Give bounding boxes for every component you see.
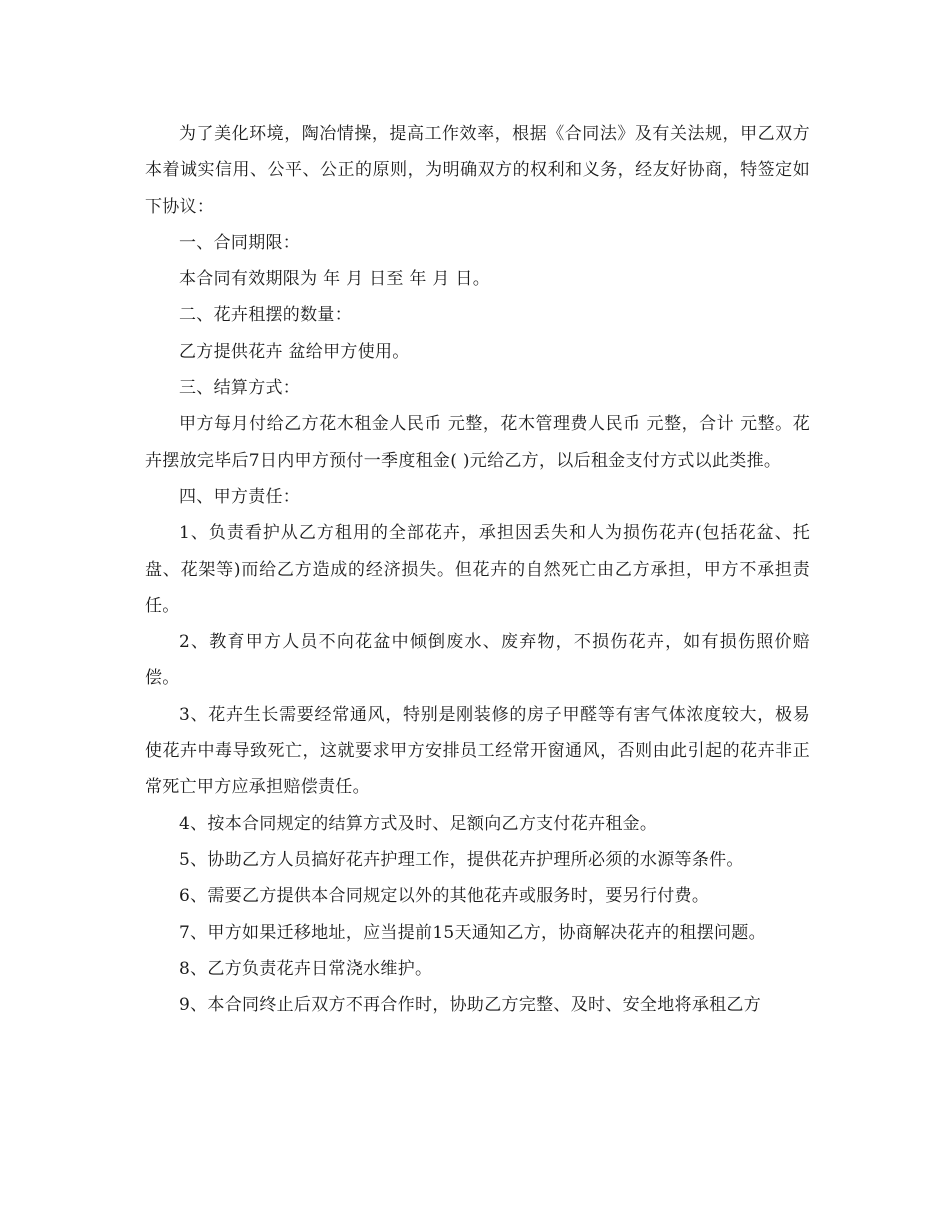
list-item-duty-3: 3、花卉生长需要经常通风，特别是刚装修的房子甲醛等有害气体浓度较大，极易使花卉中毒导致死亡，这就要求甲方安排员工经常开窗通风，否则由此引起的花卉非正常死亡甲方应承担赔偿责任。 [145, 704, 810, 798]
paragraph-settlement: 甲方每月付给乙方花木租金人民币 元整，花木管理费人民币 元整，合计 元整。花卉摆放完毕后7日内甲方预付一季度租金( )元给乙方，以后租金支付方式以此类推。 [145, 414, 810, 471]
paragraph-flower-quantity: 乙方提供花卉 盆给甲方使用。 [179, 341, 410, 362]
section-heading-contract-term: 一、合同期限： [179, 232, 301, 253]
list-item-duty-6: 6、需要乙方提供本合同规定以外的其他花卉或服务时，要另行付费。 [179, 886, 710, 907]
paragraph-intro: 为了美化环境，陶冶情操，提高工作效率，根据《合同法》及有关法规，甲乙双方本着诚实信用、公平、公正的原则，为明确双方的权利和义务，经友好协商，特签定如下协议： [145, 124, 810, 217]
document-body [145, 116, 810, 1023]
list-item-duty-8: 8、乙方负责花卉日常浇水维护。 [179, 958, 433, 979]
list-item-duty-1: 1、负责看护从乙方租用的全部花卉，承担因丢失和人为损伤花卉(包括花盆、托盘、花架等)而给乙方造成的经济损失。但花卉的自然死亡由乙方承担，甲方不承担责任。 [145, 523, 810, 616]
section-heading-flower-quantity: 二、花卉租摆的数量： [179, 305, 352, 326]
paragraph-contract-term: 本合同有效期限为 年 月 日至 年 月 日。 [179, 269, 491, 290]
list-item-duty-4: 4、按本合同规定的结算方式及时、足额向乙方支付花卉租金。 [179, 813, 658, 834]
list-item-duty-9: 9、本合同终止后双方不再合作时，协助乙方完整、及时、安全地将承租乙方 [179, 995, 762, 1016]
list-item-duty-2: 2、教育甲方人员不向花盆中倾倒废水、废弃物，不损伤花卉，如有损伤照价赔偿。 [145, 632, 810, 689]
section-heading-settlement: 三、结算方式： [179, 378, 301, 399]
list-item-duty-5: 5、协助乙方人员搞好花卉护理工作，提供花卉护理所必须的水源等条件。 [179, 849, 744, 870]
list-item-duty-7: 7、甲方如果迁移地址，应当提前15天通知乙方，协商解决花卉的租摆问题。 [179, 922, 766, 943]
section-heading-party-a-duties: 四、甲方责任： [179, 486, 301, 507]
